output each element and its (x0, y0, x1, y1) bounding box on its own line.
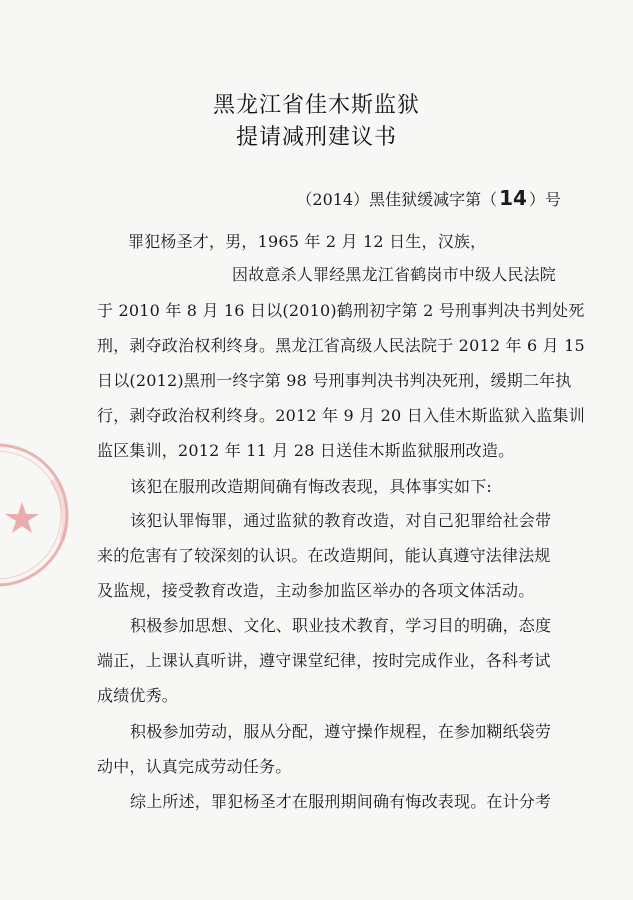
body-line: 刑，剥夺政治权利终身。黑龙江省高级人民法院于 2012 年 6 月 15 (97, 336, 585, 355)
doc-number-suffix: ）号 (528, 190, 561, 209)
document-title-line1: 黑龙江省佳木斯监狱 (212, 93, 420, 118)
body-line: 端正，上课认真听讲，遵守课堂纪律，按时完成作业，各科考试 (97, 651, 551, 670)
doc-number-value: 14 (499, 186, 527, 210)
body-line: 成绩优秀。 (97, 686, 179, 705)
body-line: 罪犯杨圣才，男，1965 年 2 月 12 日生，汉族， (128, 232, 487, 251)
doc-number-prefix: （2014）黑佳狱缓减字第（ (296, 190, 498, 209)
body-line: 及监规，接受教育改造，主动参加监区举办的各项文体活动。 (97, 581, 535, 600)
body-line: 行，剥夺政治权利终身。2012 年 9 月 20 日入佳木斯监狱入监集训 (97, 406, 585, 425)
body-line: 因故意杀人罪经黑龙江省鹤岗市中级人民法院 (232, 265, 557, 284)
official-seal-icon (0, 440, 72, 590)
body-line: 积极参加劳动，服从分配，遵守操作规程，在参加糊纸袋劳 (130, 722, 552, 741)
body-line: 积极参加思想、文化、职业技术教育，学习目的明确，态度 (130, 616, 552, 635)
body-line: 于 2010 年 8 月 16 日以(2010)鹤刑初字第 2 号刑事判决书判处死 (97, 301, 585, 320)
document-number (296, 186, 561, 210)
body-line: 日以(2012)黑刑一终字第 98 号刑事判决书判决死刑，缓期二年执 (97, 371, 572, 390)
body-line: 来的危害有了较深刻的认识。在改造期间，能认真遵守法律法规 (97, 546, 551, 565)
body-line: 该犯认罪悔罪，通过监狱的教育改造，对自己犯罪给社会带 (130, 511, 552, 530)
body-line: 该犯在服刑改造期间确有悔改表现，具体事实如下: (130, 477, 492, 496)
document-title-line2: 提请减刑建议书 (235, 125, 397, 150)
body-line: 监区集训，2012 年 11 月 28 日送佳木斯监狱服刑改造。 (97, 441, 515, 460)
body-line: 动中，认真完成劳动任务。 (97, 757, 292, 776)
body-line: 综上所述，罪犯杨圣才在服刑期间确有悔改表现。在计分考 (130, 792, 552, 811)
